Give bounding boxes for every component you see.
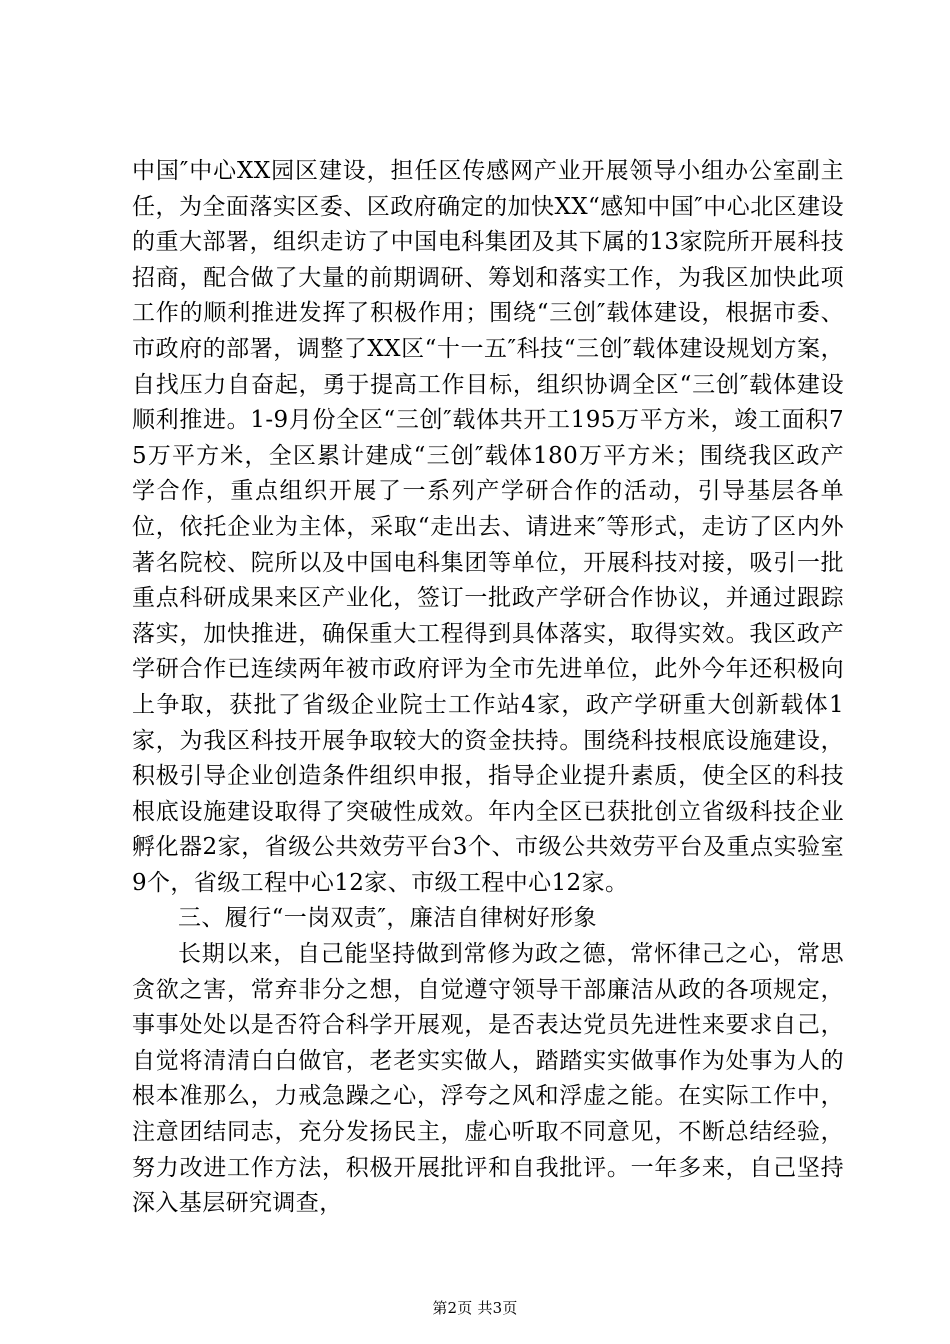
document-body xyxy=(132,154,844,1222)
body-paragraph-continuation: 中国″中心XX园区建设，担任区传感网产业开展领导小组办公室副主任，为全面落实区委、区政府确定的加快XX“感知中国″中心北区建设的重大部署，组织走访了中国电科集团及其下属的13家院所开展科技招商，配合做了大量的前期调研、筹划和落实工作，为我区加快此项工作的顺利推进发挥了积极作用；围绕“三创″载体建设，根据市委、市政府的部署，调整了XX区“十一五″科技“三创″载体建设规划方案，自找压力自奋起，勇于提高工作目标，组织协调全区“三创″载体建设顺利推进。1-9月份全区“三创″载体共开工195万平方米，竣工面积75万平方米，全区累计建成“三创″载体180万平方米；围绕我区政产学合作，重点组织开展了一系列产学研合作的活动，引导基层各单位，依托企业为主体，采取“走出去、请进来″等形式，走访了区内外著名院校、院所以及中国电科集团等单位，开展科技对接，吸引一批重点科研成果来区产业化，签订一批政产学研合作协议，并通过跟踪落实，加快推进，确保重大工程得到具体落实，取得实效。我区政产学研合作已连续两年被市政府评为全市先进单位，此外今年还积极向上争取，获批了省级企业院士工作站4家，政产学研重大创新载体1家，为我区科技开展争取较大的资金扶持。围绕科技根底设施建设，积极引导企业创造条件组织申报，指导企业提升素质，使全区的科技根底设施建设取得了突破性成效。年内全区已获批创立省级科技企业孵化器2家，省级公共效劳平台3个、市级公共效劳平台及重点实验室9个，省级工程中心12家、市级工程中心12家。 xyxy=(132,158,844,896)
section-heading: 三、履行“一岗双责″，廉洁自律树好形象 xyxy=(178,905,597,932)
body-paragraph-self-discipline: 长期以来，自己能坚持做到常修为政之德，常怀律己之心，常思贪欲之害，常弃非分之想，自觉遵守领导干部廉洁从政的各项规定，事事处处以是否符合科学开展观，是否表达党员先进性来要求自己，自觉将清清白白做官，老老实实做人，踏踏实实做事作为处事为人的根本准那么，力戒急躁之心，浮夸之风和浮虚之能。在实际工作中，注意团结同志，充分发扬民主，虚心听取不同意见，不断总结经验，努力改进工作方法，积极开展批评和自我批评。一年多来，自己坚持深入基层研究调查， xyxy=(132,941,844,1217)
page-number-footer: 第2页 共3页 xyxy=(432,1299,518,1317)
